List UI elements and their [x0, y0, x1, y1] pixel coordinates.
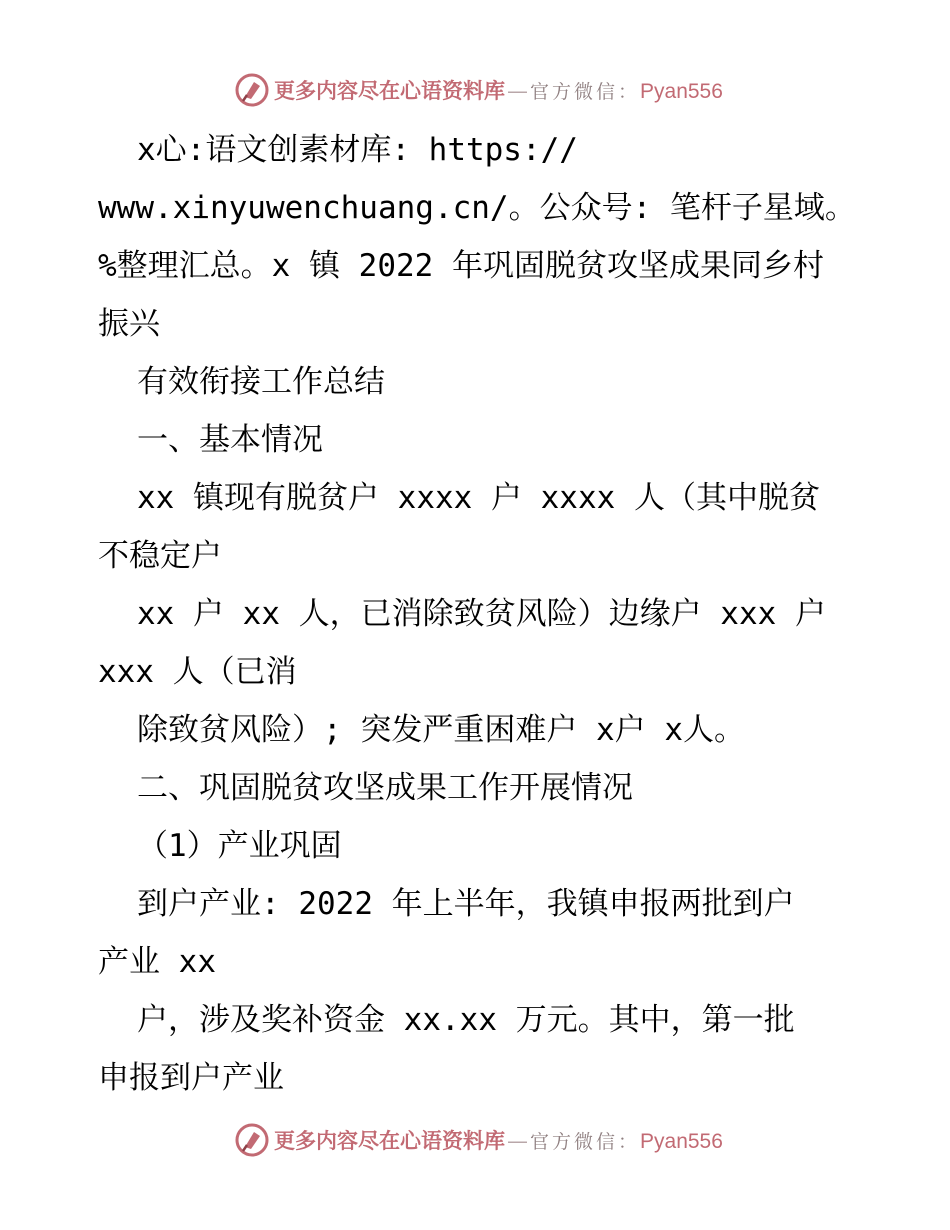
text-line: 户，涉及奖补资金 xx.xx 万元。其中，第一批 — [137, 1002, 795, 1038]
footer-banner[interactable] — [234, 1120, 723, 1160]
header-banner[interactable] — [234, 70, 723, 110]
banner-site-name: 更多内容尽在心语资料库 — [274, 1128, 505, 1153]
banner-dash: — — [507, 1129, 528, 1153]
banner-site-name: 更多内容尽在心语资料库 — [274, 78, 505, 103]
text-line: 振兴 — [98, 306, 160, 342]
text-line: www.xinyuwenchuang.cn/。公众号: 笔杆子星域。 — [98, 190, 856, 226]
text-line: 除致贫风险）; 突发严重困难户 x户 x人。 — [137, 712, 745, 748]
text-line: %整理汇总。x 镇 2022 年巩固脱贫攻坚成果同乡村 — [98, 248, 824, 284]
pen-nib-logo-icon — [234, 72, 270, 108]
text-line: xxx 人（已消 — [98, 654, 297, 690]
pen-nib-logo-icon — [234, 1122, 270, 1158]
text-line: xx 户 xx 人，已消除致贫风险）边缘户 xxx 户 — [137, 596, 826, 632]
text-line: 到户产业: 2022 年上半年，我镇申报两批到户 — [137, 886, 795, 922]
banner-wechat-id: Pyan556 — [640, 80, 723, 103]
banner-wechat-id: Pyan556 — [640, 1130, 723, 1153]
text-line: 有效衔接工作总结 — [137, 364, 385, 400]
text-line: x心:语文创素材库: https:// — [137, 132, 578, 168]
banner-wechat-label: 官方微信： — [530, 81, 641, 103]
text-line: 二、巩固脱贫攻坚成果工作开展情况 — [137, 770, 633, 806]
text-line: 申报到户产业 — [98, 1060, 284, 1096]
text-line: xx 镇现有脱贫户 xxxx 户 xxxx 人（其中脱贫 — [137, 480, 820, 516]
text-line: 不稳定户 — [98, 538, 222, 574]
text-line: （1）产业巩固 — [137, 828, 342, 864]
banner-dash: — — [507, 79, 528, 103]
banner-wechat-label: 官方微信： — [530, 1131, 641, 1153]
text-line: 一、基本情况 — [137, 422, 323, 458]
text-line: 产业 xx — [98, 944, 216, 980]
